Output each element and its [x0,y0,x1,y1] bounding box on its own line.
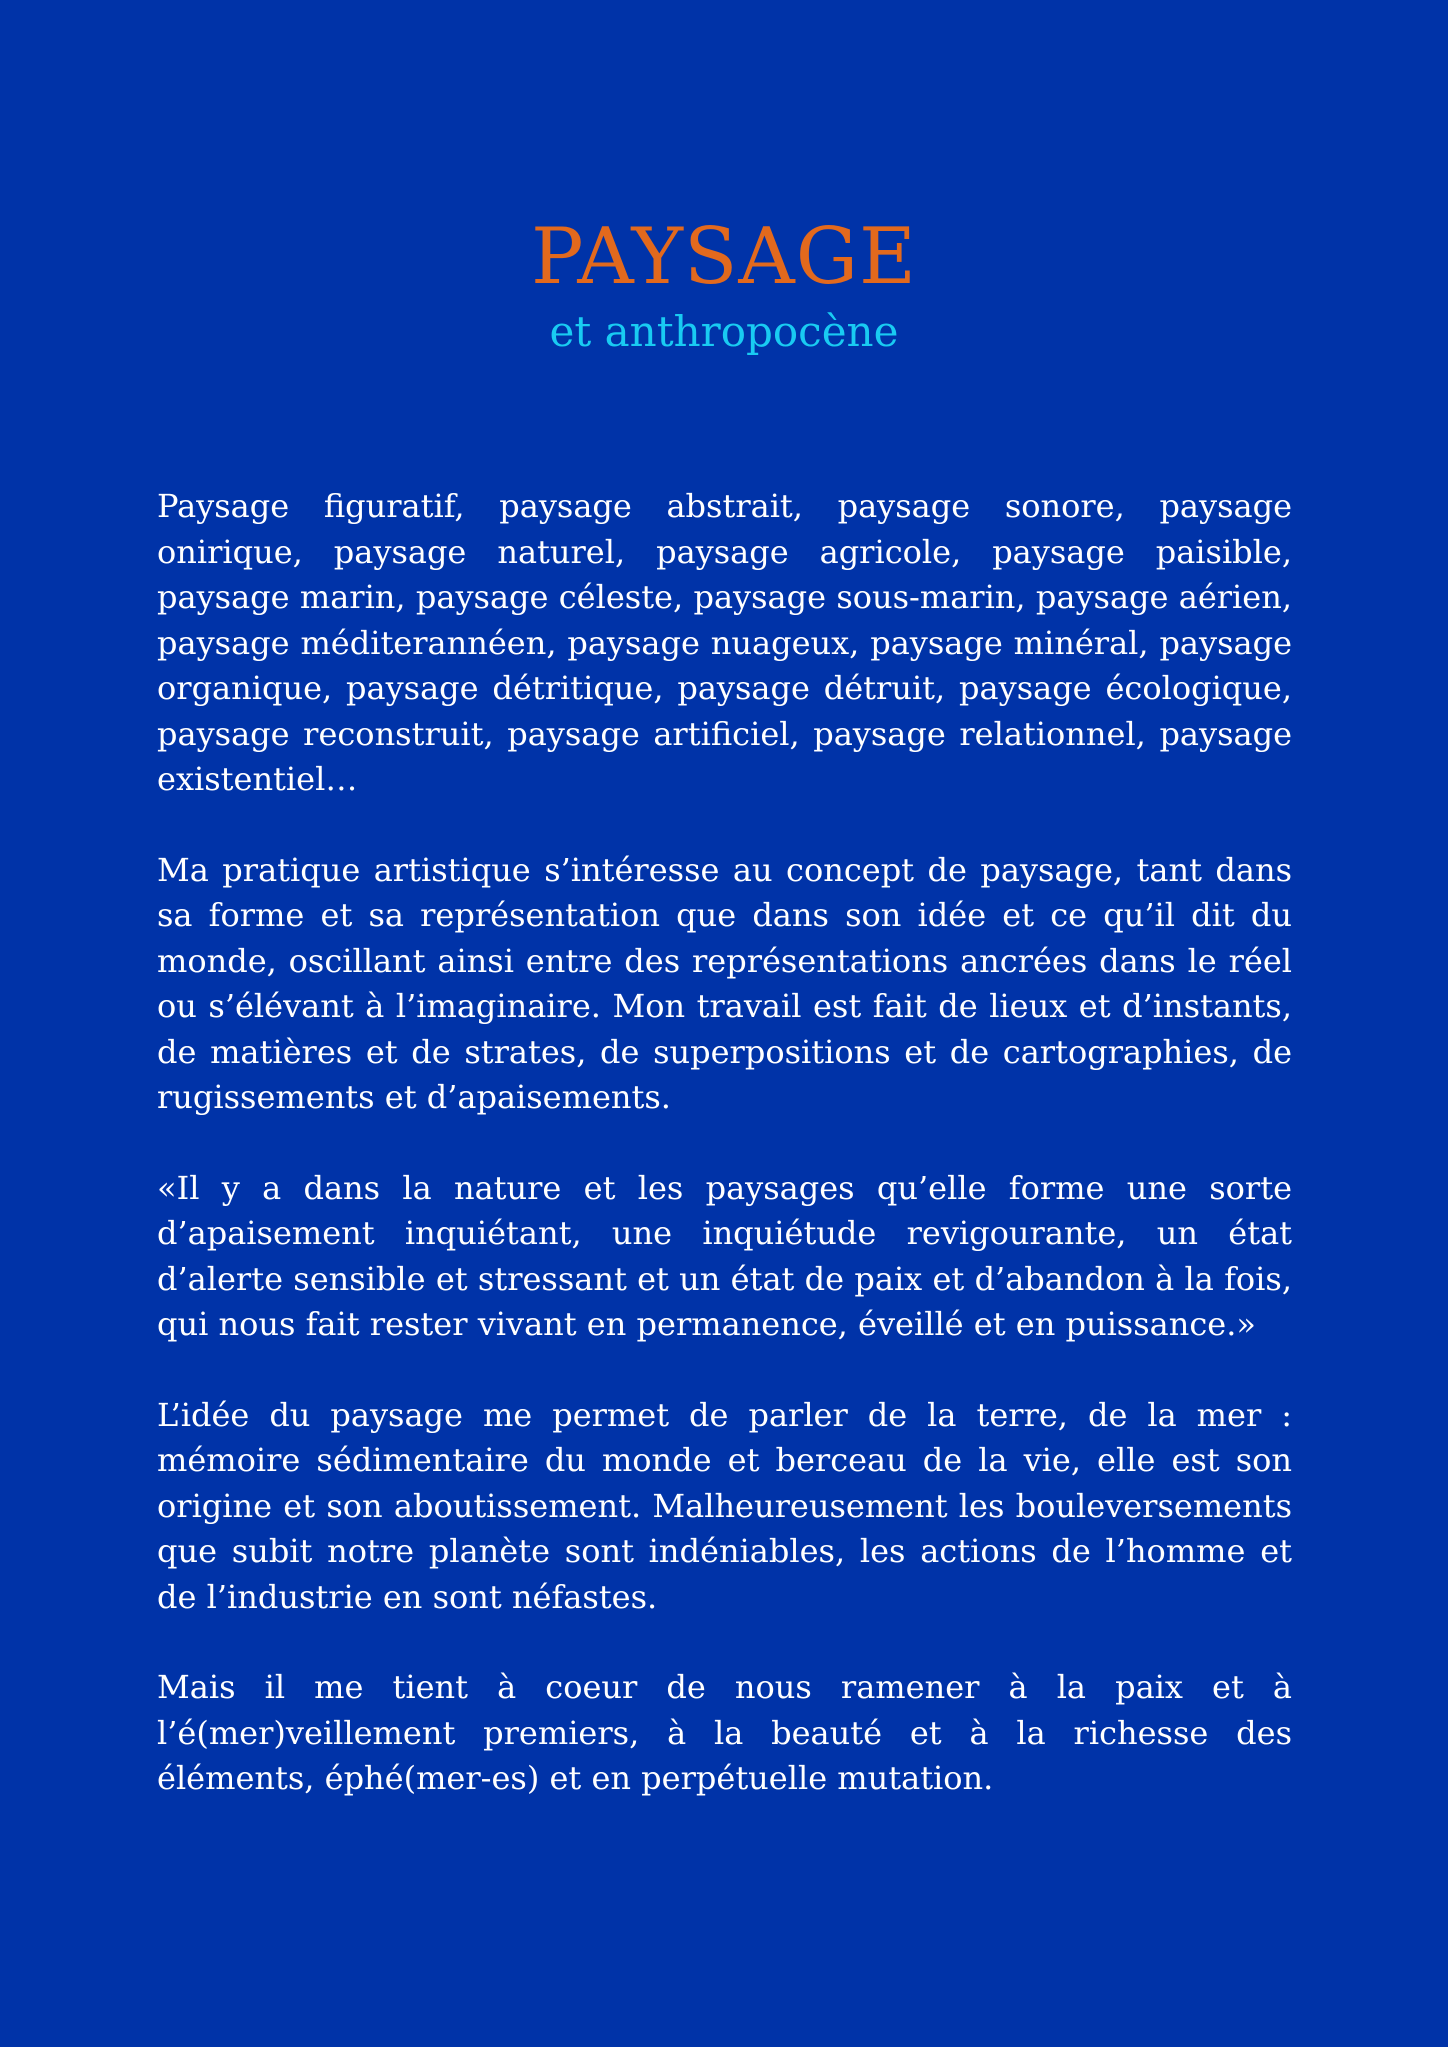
artist-statement [157,484,1292,1847]
title-block [0,212,1448,356]
artistic-practice-paragraph: Ma pratique artistique s’intéresse au concept de paysage, tant dans sa forme et sa représentation que dans son idée et ce qu’il dit du monde, oscillant ainsi entre des représentations ancrées dans le réel ou s’élévant à l’imaginaire. Mon travail est fait de lieux et d’instants, de matières et de strates, de superpositions et de cartographies, de rugissements et d’apaisements. [157,850,1292,1116]
page-title: PAYSAGE [531,212,917,302]
earth-sea-paragraph: L’idée du paysage me permet de parler de la terre, de la mer : mémoire sédimentaire du monde et berceau de la vie, elle est son origine et son aboutissement. Malheureusement les bouleversements que subit notre planète sont indéniables, les actions de l’homme et de l’industrie en sont néfastes. [157,1395,1292,1616]
nature-quote-paragraph: «Il y a dans la nature et les paysages qu’elle forme une sorte d’apaisement inquiétant, une inquiétude revigourante, un état d’alerte sensible et stressant et un état de paix et d’abandon à la fois, qui nous fait rester vivant en permanence, éveillé et en puissance.» [157,1168,1292,1343]
page-subtitle: et anthropocène [549,307,899,356]
closing-paragraph: Mais il me tient à coeur de nous ramener à la paix et à l’é(mer)veillement premiers, à la beauté et à la richesse des éléments, éphé(mer-es) et en perpétuelle mutation. [157,1668,1292,1797]
landscape-list-paragraph: Paysage figuratif, paysage abstrait, paysage sonore, paysage onirique, paysage naturel, paysage agricole, paysage paisible, paysage marin, paysage céleste, paysage sous-marin, paysage aérien, paysage méditerannéen, paysage nuageux, paysage minéral, paysage organique, paysage détritique, paysage détruit, paysage écologique, paysage reconstruit, paysage artificiel, paysage relationnel, paysage existentiel… [157,487,1292,798]
